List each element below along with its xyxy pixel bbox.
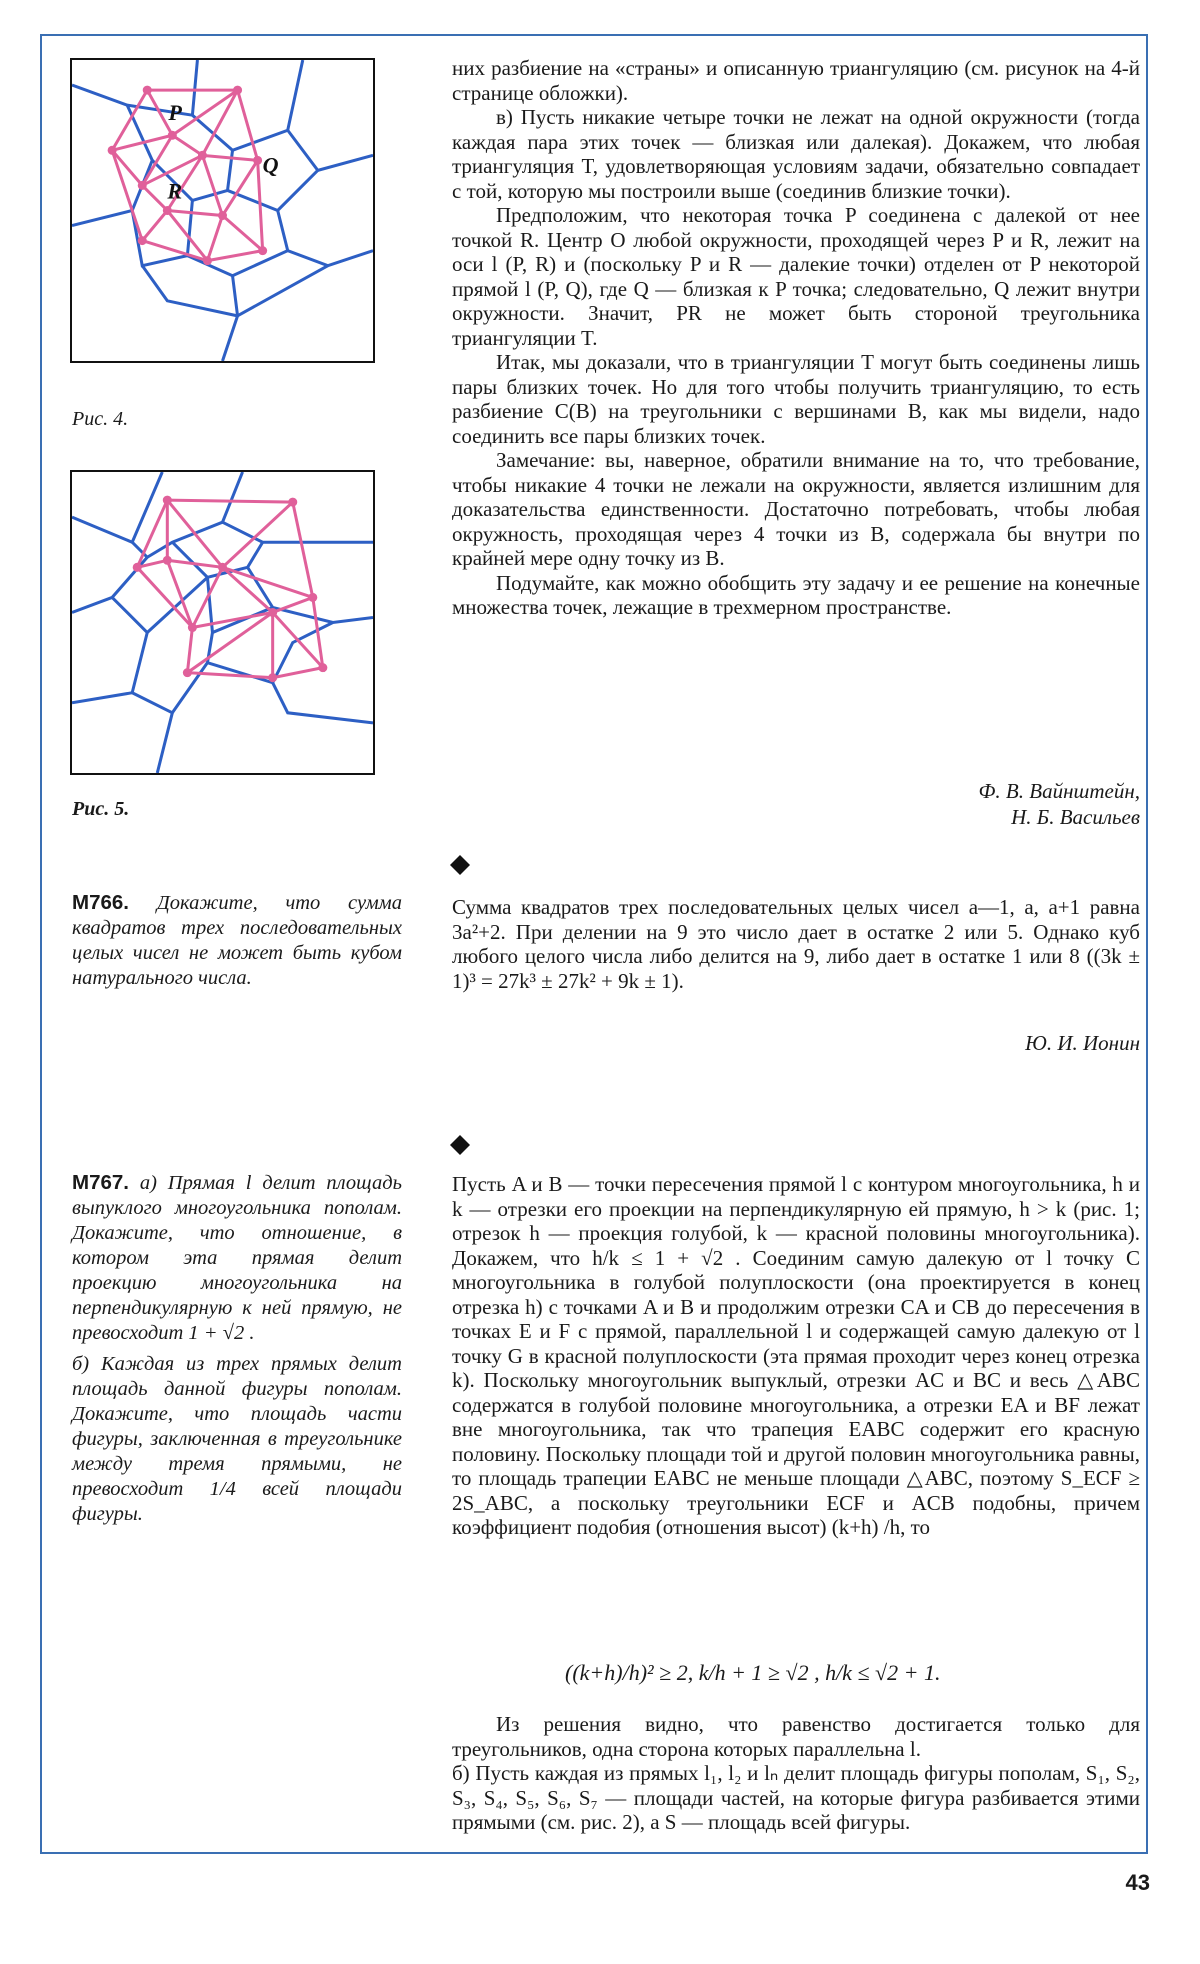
solution-765-text [452, 56, 1140, 620]
author-name: Н. Б. Васильев [1011, 805, 1140, 829]
problem-number: М767. [72, 1171, 129, 1194]
problem-statement-a: а) Прямая l делит площадь выпуклого многоугольника пополам. Докажите, что отношение, в котором эта прямая делит проекцию многоугольника на перпендикулярную к ней прямую, не превосходит 1 + √2 . [72, 1172, 403, 1344]
author-766: Ю. И. Ионин [1025, 1031, 1140, 1055]
solution-paragraph: б) Пусть каждая из прямых l₁, l₂ и lₙ делит площадь фигуры пополам, S₁, S₂, S₃, S₄, S₅, S₆, S₇ — площади частей, на которые фигура разбивается этими прямыми (см. рис. 2), а S — площадь всей фигуры. [452, 1761, 1140, 1834]
solution-paragraph: Подумайте, как можно обобщить эту задачу и ее решение на конечные множества точек, лежащие в трехмерном пространстве. [452, 570, 1140, 619]
figure-4 [70, 58, 375, 363]
solution-paragraph: Предположим, что некоторая точка P соединена с далекой от нее точкой R. Центр O любой окружности, проходящей через P и R, лежит на оси l (P, R) и (поскольку P и R — далекие точки) отделен от P некоторой прямой l (P, Q), где Q — близкая к P точка; следовательно, Q лежит внутри окружности. Значит, PR не может быть стороной треугольника триангуляции T. [452, 203, 1140, 350]
solution-paragraph: Пусть A и B — точки пересечения прямой l с контуром многоугольника, h и k — отрезки его проекции на перпендикулярную ей прямую, h > k (рис. 1; отрезок h — проекция голубой, k — красной половины многоугольника). Докажем, что h/k ≤ 1 + √2 . Соединим самую далекую от l точку C многоугольника в голубой полуплоскости (она проектируется в конец отрезка h) с точками A и B и продолжим отрезки CA и CB до пересечения в точках E и F с прямой, параллельной l и содержащей самую далекую от l точку G в красной полуплоскости (эта прямая проходит через конец отрезка k). Поскольку многоугольник выпуклый, отрезки AC и BC и весь △ABC содержатся в голубой половине многоугольника, а отрезки EA и BF лежат вне многоугольника, так что трапеция EABC содержит его красную половину. Поскольку площади той и другой половин многоугольника равны, то площадь трапеции EABC не меньше площади △ABC, поэтому S_ECF ≥ 2S_ABC, а поскольку треугольники ECF и ACB подобны, причем коэффициент подобия (отношения высот) (k+h) /h, то [452, 1172, 1140, 1539]
solution-paragraph: Итак, мы доказали, что в триангуляции T могут быть соединены лишь пары близких точек. Но для того чтобы получить триангуляцию, то есть разбиение C(B) на треугольники с вершинами B, как мы видели, надо соединить все пары близких точек. [452, 350, 1140, 448]
problem-767 [72, 1170, 402, 1527]
solution-paragraph: в) Пусть никакие четыре точки не лежат на одной окружности (тогда каждая пара этих точек — близкая или далекая). Докажем, что любая триангуляция T, удовлетворяющая условиям задачи, обязательно совпадает с той, которую мы построили выше (соединив близкие точки). [452, 105, 1140, 203]
page-number: 43 [1125, 1870, 1150, 1895]
authors-765 [979, 778, 1140, 830]
solution-767-end [452, 1712, 1140, 1835]
label-q: Q [262, 152, 279, 178]
figure-5-diagram [72, 472, 373, 773]
label-r: R [167, 178, 183, 204]
figure-5 [70, 470, 375, 775]
solution-paragraph: Сумма квадратов трех последовательных целых чисел a—1, a, a+1 равна 3a²+2. При делении на 9 это число дает в остатке 2 или 5. Однако куб любого целого числа либо делится на 9, либо дает в остатке 1 или 8 ((3k ± 1)³ = 27k³ ± 27k² + 9k ± 1). [452, 895, 1140, 993]
section-diamond-icon [450, 855, 470, 875]
section-diamond-icon [450, 1135, 470, 1155]
solution-paragraph: Замечание: вы, наверное, обратили внимание на то, что требование, чтобы никакие 4 точки не лежали на окружности, является излишним для доказательства единственности. Достаточно потребовать, чтобы любая окружность, проходящая через 4 точки из B, содержала бы внутри по крайней мере одну точку из B. [452, 448, 1140, 570]
solution-paragraph: них разбиение на «страны» и описанную триангуляцию (см. рисунок на 4-й странице обложки). [452, 56, 1140, 105]
voronoi-lines [72, 60, 373, 361]
solution-766 [452, 895, 1140, 993]
solution-paragraph: Из решения видно, что равенство достигается только для треугольников, одна сторона которых параллельна l. [452, 1712, 1140, 1761]
figure-4-diagram [72, 60, 373, 361]
figure-5-caption: Рис. 5. [72, 798, 130, 820]
figure-4-caption: Рис. 4. [72, 408, 129, 430]
inequality-formula: ((k+h)/h)² ≥ 2, k/h + 1 ≥ √2 , h/k ≤ √2 + 1. [565, 1660, 941, 1685]
solution-767 [452, 1172, 1140, 1540]
problem-766 [72, 890, 402, 991]
problem-statement-b: б) Каждая из трех прямых делит площадь данной фигуры пополам. Докажите, что площадь части фигуры, заключенная в треугольнике между тремя прямыми, не превосходит 1/4 всей площади фигуры. [72, 1353, 402, 1525]
label-p: P [168, 100, 182, 126]
problem-statement: Докажите, что сумма квадратов трех последовательных целых чисел не может быть кубом натурального числа. [72, 892, 402, 989]
problem-number: М766. [72, 891, 129, 914]
author-name: Ф. В. Вайнштейн, [978, 779, 1140, 803]
